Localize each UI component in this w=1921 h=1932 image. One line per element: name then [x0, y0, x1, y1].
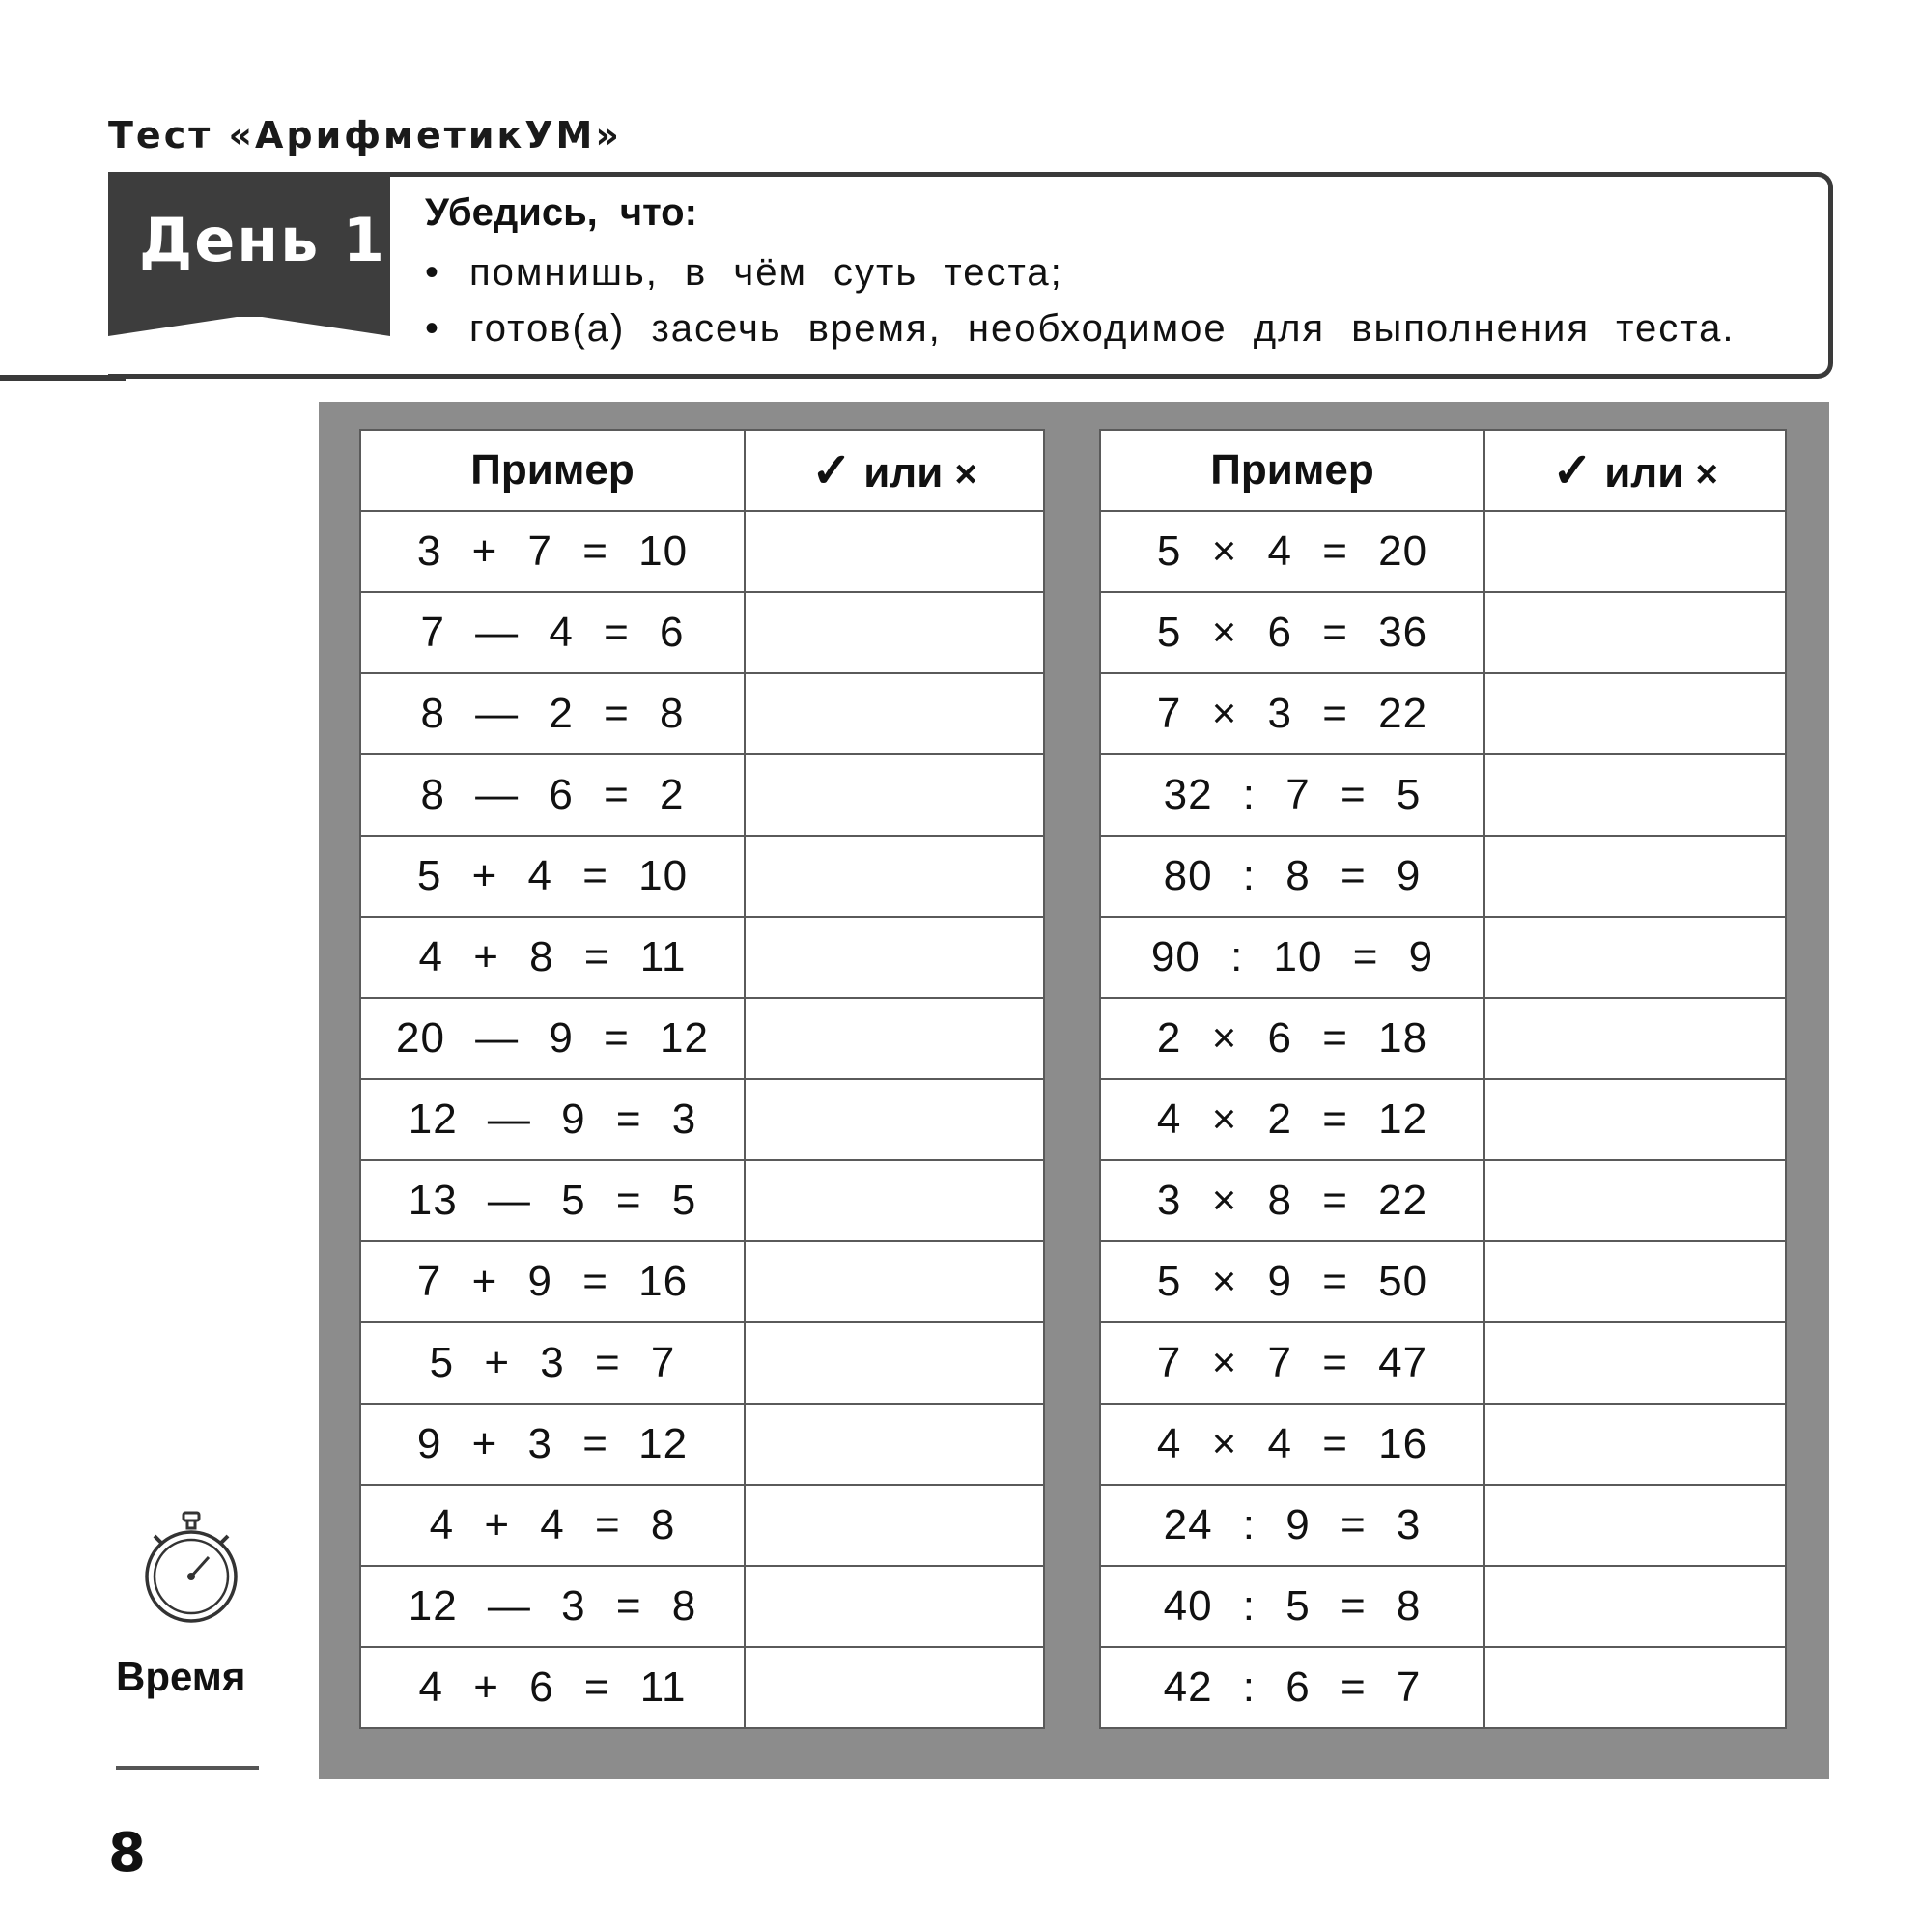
example-cell: 24 : 9 = 3 — [1100, 1485, 1484, 1566]
table-row — [360, 1241, 1044, 1322]
table-row — [360, 1160, 1044, 1241]
table-row — [360, 917, 1044, 998]
answer-mark-cell[interactable] — [745, 1485, 1044, 1566]
running-title: Тест «АрифметикУМ» — [108, 114, 622, 156]
answer-mark-cell[interactable] — [1484, 1322, 1786, 1404]
or-label: или — [863, 449, 944, 497]
table-row — [1100, 1160, 1786, 1241]
example-cell: 12 — 3 = 8 — [360, 1566, 745, 1647]
example-column-header: Пример — [360, 430, 745, 511]
table-row — [360, 1404, 1044, 1485]
time-label: Время — [116, 1654, 246, 1699]
example-cell: 5 × 6 = 36 — [1100, 592, 1484, 673]
table-row — [360, 1485, 1044, 1566]
answer-mark-cell[interactable] — [745, 754, 1044, 836]
example-cell: 2 × 6 = 18 — [1100, 998, 1484, 1079]
answer-mark-cell[interactable] — [745, 1079, 1044, 1160]
day-badge: День 1 — [108, 172, 390, 317]
table-row — [360, 511, 1044, 592]
cross-icon: × — [954, 453, 977, 496]
left-table-body — [360, 511, 1044, 1728]
right-test-table — [1099, 429, 1787, 1729]
example-cell: 4 + 8 = 11 — [360, 917, 745, 998]
example-cell: 7 — 4 = 6 — [360, 592, 745, 673]
answer-mark-cell[interactable] — [1484, 754, 1786, 836]
instructions-title: Убедись, что: — [425, 191, 697, 234]
table-header-row — [1100, 430, 1786, 511]
test-panel — [319, 402, 1829, 1779]
table-row — [360, 673, 1044, 754]
stopwatch-icon — [143, 1511, 240, 1625]
table-row — [360, 836, 1044, 917]
answer-mark-cell[interactable] — [1484, 1404, 1786, 1485]
table-row — [1100, 998, 1786, 1079]
answer-mark-cell[interactable] — [745, 673, 1044, 754]
answer-mark-cell[interactable] — [1484, 511, 1786, 592]
answer-mark-cell[interactable] — [1484, 1241, 1786, 1322]
example-cell: 7 × 3 = 22 — [1100, 673, 1484, 754]
header-rule — [0, 375, 126, 381]
answer-mark-cell[interactable] — [1484, 1079, 1786, 1160]
or-label: или — [1604, 449, 1684, 497]
answer-mark-cell[interactable] — [745, 1160, 1044, 1241]
example-cell: 5 + 4 = 10 — [360, 836, 745, 917]
example-cell: 3 × 8 = 22 — [1100, 1160, 1484, 1241]
answer-mark-cell[interactable] — [1484, 673, 1786, 754]
example-cell: 7 + 9 = 16 — [360, 1241, 745, 1322]
table-row — [1100, 1322, 1786, 1404]
example-cell: 32 : 7 = 5 — [1100, 754, 1484, 836]
answer-mark-cell[interactable] — [745, 1322, 1044, 1404]
table-row — [1100, 673, 1786, 754]
table-header-row — [360, 430, 1044, 511]
cross-icon: × — [1695, 453, 1718, 496]
table-row — [1100, 1079, 1786, 1160]
left-test-table — [359, 429, 1045, 1729]
answer-mark-cell[interactable] — [745, 1241, 1044, 1322]
table-row — [1100, 917, 1786, 998]
answer-mark-cell[interactable] — [1484, 592, 1786, 673]
table-row — [1100, 592, 1786, 673]
answer-mark-cell[interactable] — [745, 511, 1044, 592]
example-cell: 4 × 2 = 12 — [1100, 1079, 1484, 1160]
example-cell: 5 × 9 = 50 — [1100, 1241, 1484, 1322]
example-cell: 4 × 4 = 16 — [1100, 1404, 1484, 1485]
answer-mark-cell[interactable] — [1484, 1566, 1786, 1647]
page-number: 8 — [108, 1822, 146, 1885]
table-row — [1100, 754, 1786, 836]
example-column-header: Пример — [1100, 430, 1484, 511]
answer-mark-cell[interactable] — [1484, 1647, 1786, 1728]
example-cell: 80 : 8 = 9 — [1100, 836, 1484, 917]
mark-column-header — [745, 430, 1044, 511]
example-cell: 8 — 6 = 2 — [360, 754, 745, 836]
table-row — [1100, 836, 1786, 917]
bullet: • — [425, 307, 441, 350]
check-icon: ✓ — [811, 443, 852, 497]
example-cell: 5 × 4 = 20 — [1100, 511, 1484, 592]
table-row — [1100, 1566, 1786, 1647]
answer-mark-cell[interactable] — [1484, 1485, 1786, 1566]
answer-mark-cell[interactable] — [745, 1647, 1044, 1728]
answer-mark-cell[interactable] — [745, 1566, 1044, 1647]
bullet: • — [425, 251, 441, 294]
example-cell: 42 : 6 = 7 — [1100, 1647, 1484, 1728]
table-row — [1100, 1404, 1786, 1485]
table-row — [1100, 511, 1786, 592]
answer-mark-cell[interactable] — [745, 1404, 1044, 1485]
table-row — [1100, 1647, 1786, 1728]
instruction-text: готов(а) засечь время, необходимое для выполнения теста. — [469, 307, 1736, 350]
table-row — [360, 998, 1044, 1079]
example-cell: 4 + 4 = 8 — [360, 1485, 745, 1566]
answer-mark-cell[interactable] — [745, 592, 1044, 673]
example-cell: 9 + 3 = 12 — [360, 1404, 745, 1485]
check-icon: ✓ — [1552, 443, 1593, 497]
example-cell: 5 + 3 = 7 — [360, 1322, 745, 1404]
example-cell: 40 : 5 = 8 — [1100, 1566, 1484, 1647]
right-table-body — [1100, 511, 1786, 1728]
answer-mark-cell[interactable] — [1484, 917, 1786, 998]
instruction-item — [425, 307, 1735, 351]
day-badge-tail — [108, 315, 390, 336]
example-cell: 7 × 7 = 47 — [1100, 1322, 1484, 1404]
table-row — [360, 1322, 1044, 1404]
example-cell: 3 + 7 = 10 — [360, 511, 745, 592]
example-cell: 8 — 2 = 8 — [360, 673, 745, 754]
answer-mark-cell[interactable] — [1484, 998, 1786, 1079]
table-row — [360, 592, 1044, 673]
table-row — [360, 754, 1044, 836]
instruction-item — [425, 251, 1063, 295]
table-row — [360, 1079, 1044, 1160]
example-cell: 4 + 6 = 11 — [360, 1647, 745, 1728]
answer-mark-cell[interactable] — [745, 917, 1044, 998]
answer-mark-cell[interactable] — [745, 836, 1044, 917]
answer-mark-cell[interactable] — [745, 998, 1044, 1079]
table-row — [1100, 1241, 1786, 1322]
instruction-text: помнишь, в чём суть теста; — [469, 251, 1063, 294]
time-answer-line[interactable] — [116, 1766, 259, 1770]
example-cell: 12 — 9 = 3 — [360, 1079, 745, 1160]
answer-mark-cell[interactable] — [1484, 836, 1786, 917]
mark-column-header — [1484, 430, 1786, 511]
table-row — [360, 1647, 1044, 1728]
answer-mark-cell[interactable] — [1484, 1160, 1786, 1241]
example-cell: 90 : 10 = 9 — [1100, 917, 1484, 998]
example-cell: 13 — 5 = 5 — [360, 1160, 745, 1241]
table-row — [360, 1566, 1044, 1647]
table-row — [1100, 1485, 1786, 1566]
example-cell: 20 — 9 = 12 — [360, 998, 745, 1079]
